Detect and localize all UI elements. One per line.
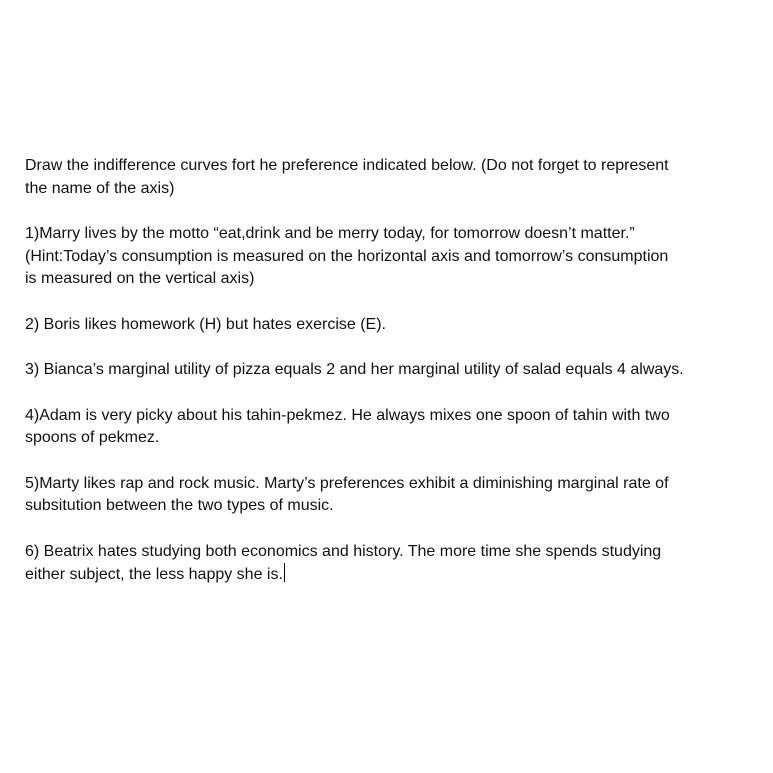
- question-6-line-1: 6) Beatrix hates studying both economics and history. The more time she spends studying: [25, 542, 662, 560]
- text-cursor: [284, 563, 285, 582]
- question-3-line-1: 3) Bianca’s marginal utility of pizza equals 2 and her marginal utility of salad equals 4 always.: [25, 361, 684, 378]
- instruction-paragraph: [25, 155, 745, 200]
- question-4-line-2: spoons of pekmez.: [25, 429, 160, 446]
- question-4-line-1: 4)Adam is very picky about his tahin-pekmez. He always mixes one spoon of tahin with two: [25, 406, 670, 424]
- instruction-line-2: the name of the axis): [25, 179, 175, 197]
- question-1: [25, 223, 745, 291]
- question-5-line-1: 5)Marty likes rap and rock music. Marty’s preferences exhibit a diminishing marginal rate of: [25, 474, 669, 492]
- question-6: [25, 541, 745, 587]
- question-1-line-3: is measured on the vertical axis): [25, 270, 255, 287]
- question-5: [25, 473, 745, 518]
- question-5-line-2: subsitution between the two types of music.: [25, 497, 334, 514]
- question-6-line-2: [25, 563, 745, 587]
- instruction-line-1: Draw the indifference curves fort he preference indicated below. (Do not forget to represent: [25, 157, 669, 174]
- question-2-line-1: 2) Boris likes homework (H) but hates exercise (E).: [25, 315, 386, 333]
- question-1-line-2: (Hint:Today’s consumption is measured on the horizontal axis and tomorrow’s consumption: [25, 247, 669, 265]
- question-2: [25, 314, 745, 337]
- document-body[interactable]: [25, 155, 745, 610]
- question-6-line-2-text: either subject, the less happy she is.: [25, 566, 283, 583]
- question-1-line-1: 1)Marry lives by the motto “eat,drink and be merry today, for tomorrow doesn’t matter.”: [25, 225, 635, 242]
- question-4: [25, 405, 745, 450]
- question-3: [25, 359, 745, 382]
